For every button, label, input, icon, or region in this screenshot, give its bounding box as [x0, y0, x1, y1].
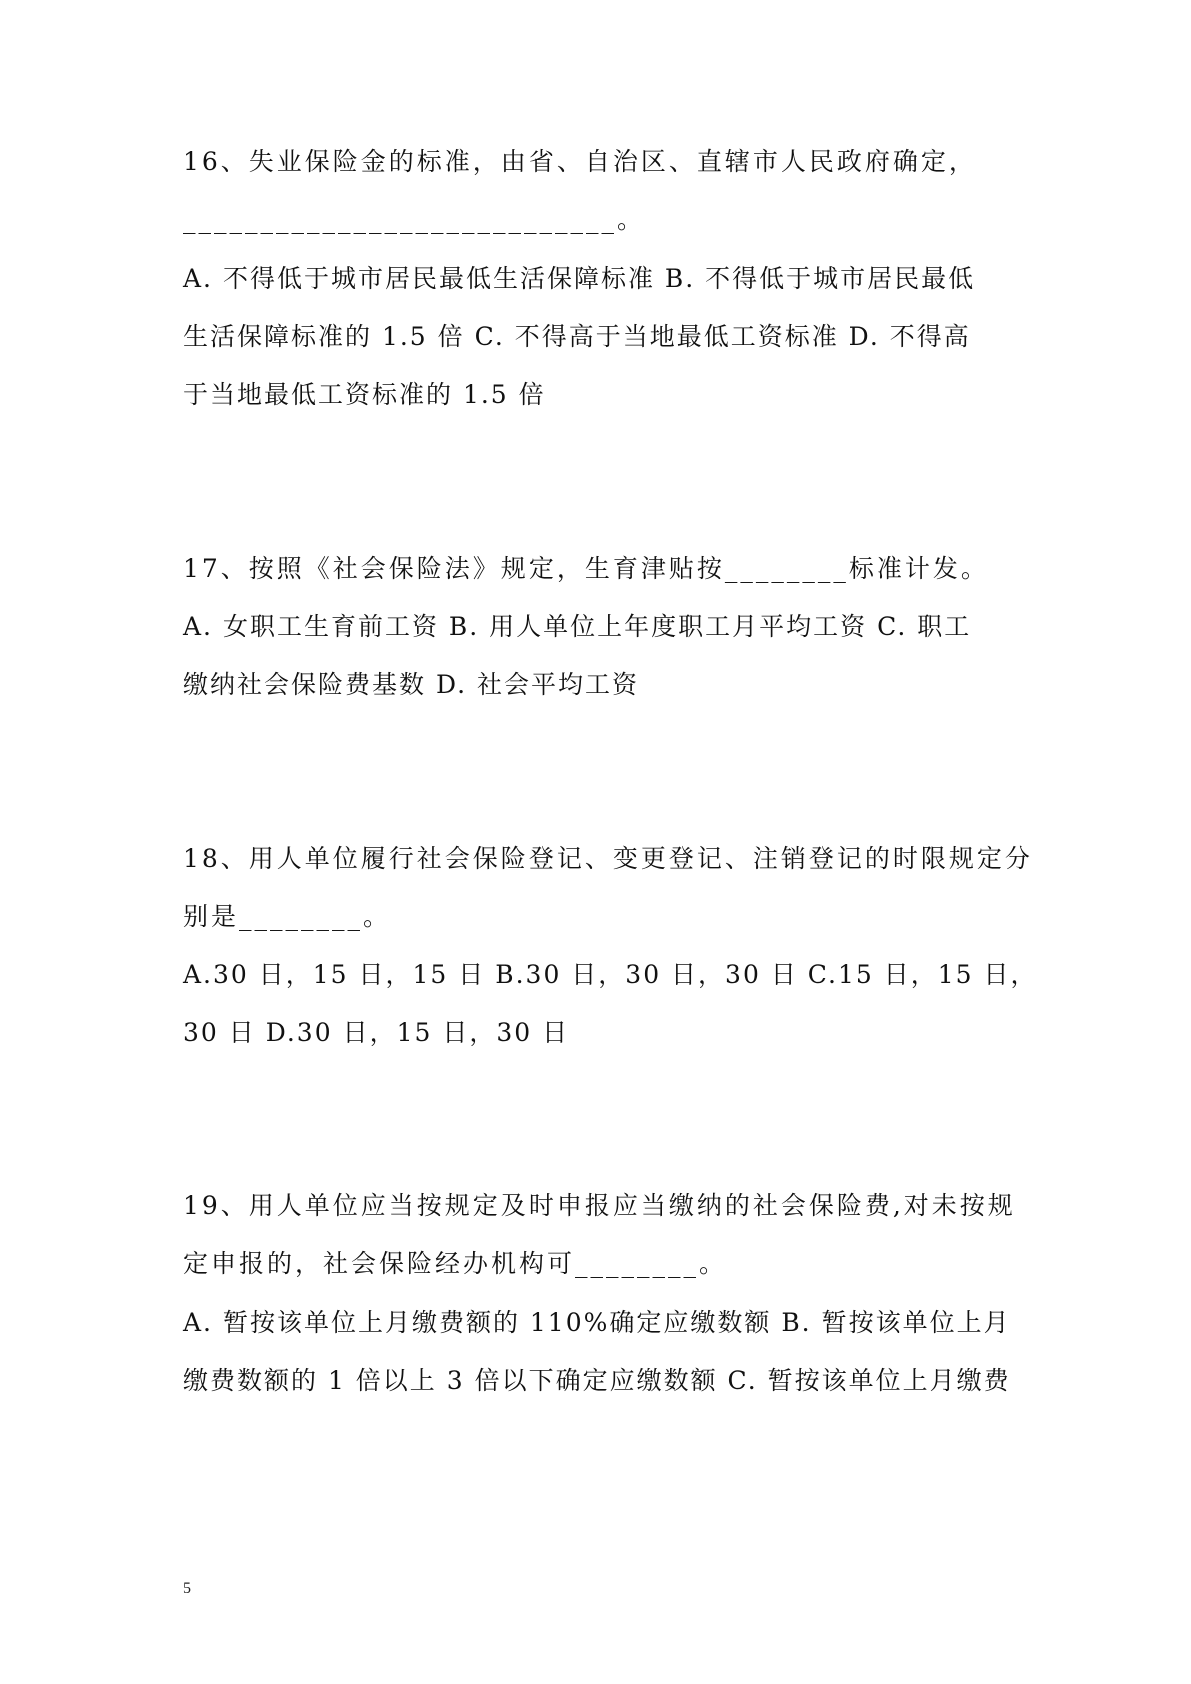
question-17-options-line-2: 缴纳社会保险费基数 D. 社会平均工资 [183, 670, 639, 699]
question-19-options-line-1: A. 暂按该单位上月缴费额的 110%确定应缴数额 B. 暂按该单位上月 [183, 1308, 1011, 1337]
question-16-options-line-1: A. 不得低于城市居民最低生活保障标准 B. 不得低于城市居民最低 [183, 264, 976, 293]
question-17-options-line-1: A. 女职工生育前工资 B. 用人单位上年度职工月平均工资 C. 职工 [183, 612, 972, 641]
question-16-options-line-2: 生活保障标准的 1.5 倍 C. 不得高于当地最低工资标准 D. 不得高 [183, 322, 971, 351]
question-19-stem-line-1: 19、用人单位应当按规定及时申报应当缴纳的社会保险费,对未按规 [183, 1191, 1016, 1220]
question-19-options-line-2: 缴费数额的 1 倍以上 3 倍以下确定应缴数额 C. 暂按该单位上月缴费 [183, 1366, 1011, 1395]
question-19-stem-line-2: 定申报的，社会保险经办机构可________。 [183, 1249, 728, 1278]
question-16-options-line-3: 于当地最低工资标准的 1.5 倍 [183, 380, 546, 409]
question-16-blank: ____________________________。 [183, 205, 646, 234]
question-18-options-line-2: 30 日 D.30 日，15 日，30 日 [183, 1018, 570, 1047]
question-17-stem: 17、按照《社会保险法》规定，生育津贴按________标准计发。 [183, 554, 989, 583]
question-16-stem: 16、失业保险金的标准，由省、自治区、直辖市人民政府确定， [183, 147, 977, 176]
question-18-stem-line-2: 别是________。 [183, 902, 392, 931]
question-18-options-line-1: A.30 日，15 日，15 日 B.30 日，30 日，30 日 C.15 日，15 日， [183, 960, 1038, 989]
question-18-stem-line-1: 18、用人单位履行社会保险登记、变更登记、注销登记的时限规定分 [183, 844, 1033, 873]
page-number: 5 [183, 1580, 191, 1597]
